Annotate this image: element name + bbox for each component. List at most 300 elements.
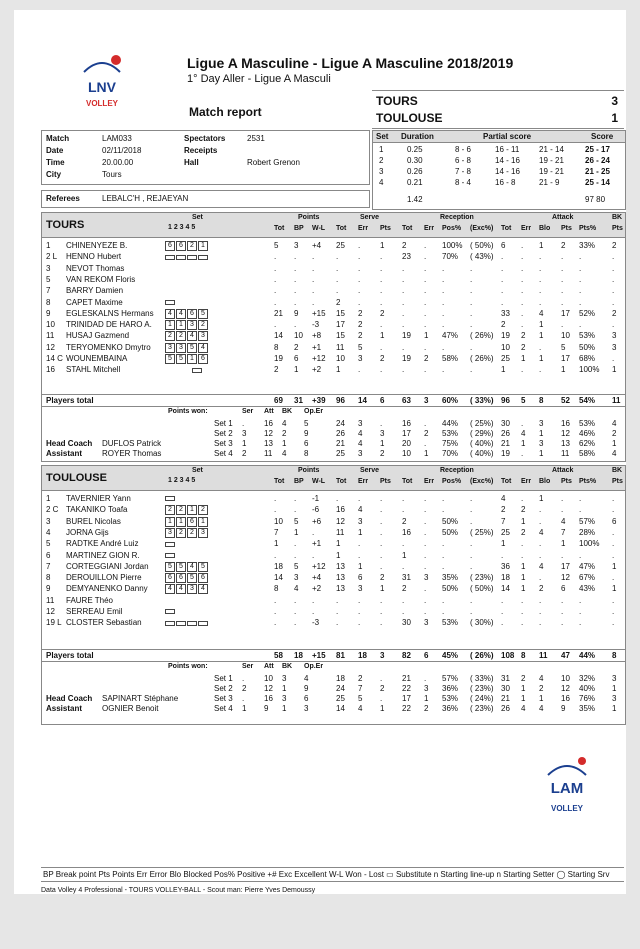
player-aerr: . <box>521 297 524 307</box>
player-appct: . <box>579 320 582 330</box>
player-bk: . <box>612 527 615 537</box>
player-set-lineup <box>165 584 209 594</box>
col-reception: Reception <box>440 467 474 474</box>
set-rotation: 2 <box>198 505 208 515</box>
won-ser: 2 <box>242 684 247 693</box>
player-ptot: . <box>274 607 277 616</box>
player-set-lineup <box>165 252 209 261</box>
set-partial-16: 14 - 16 <box>495 167 520 176</box>
col-sub-ablo: Blo <box>539 225 551 232</box>
set-partial-16: 16 - 11 <box>495 145 520 154</box>
player-wl: . <box>312 527 315 537</box>
player-spts: . <box>380 516 383 526</box>
won-ablo: 2 <box>539 684 544 693</box>
set-rotation: 4 <box>198 343 208 353</box>
player-appct: 43% <box>579 584 596 594</box>
player-atot: 1 <box>501 365 506 375</box>
player-rexc: . <box>470 539 473 549</box>
player-serr: 4 <box>358 505 363 515</box>
player-rtot: . <box>402 365 405 375</box>
set-rotation: 2 <box>187 241 197 251</box>
player-wl: +4 <box>312 241 322 250</box>
col-sub-bp: BP <box>294 478 304 485</box>
col-sub-rpos: Pos% <box>442 225 462 232</box>
total-stot: 96 <box>336 396 345 405</box>
player-aerr: . <box>521 241 524 250</box>
set-duration: 0.21 <box>407 178 423 187</box>
player-spts: . <box>380 505 383 515</box>
won-set-label: Set 3 <box>214 439 233 448</box>
player-stot: 25 <box>336 241 345 250</box>
won-stot: 21 <box>336 439 345 448</box>
player-rexc: . <box>470 516 473 526</box>
player-rtot: 19 <box>402 354 411 363</box>
player-rtot: 2 <box>402 516 407 526</box>
player-wl: +1 <box>312 342 322 352</box>
col-bk: BK <box>612 214 623 221</box>
team-name: TOULOUSE <box>46 472 107 484</box>
col-sub-wl: W-L <box>312 225 326 232</box>
player-bk: . <box>612 354 615 363</box>
match-label: Match <box>46 134 70 143</box>
total-atot: 96 <box>501 396 510 405</box>
player-apts: 1 <box>561 365 566 375</box>
set-rotation: 6 <box>165 241 175 251</box>
won-header: Ser <box>242 663 254 670</box>
won-bk: 4 <box>282 449 287 458</box>
player-rexc: ( 25%) <box>470 527 494 537</box>
player-bk: 1 <box>612 561 617 571</box>
col-sub-aerr: Err <box>521 478 532 485</box>
player-appct: 68% <box>579 354 596 363</box>
col-points: Points <box>298 214 320 221</box>
player-rerr: . <box>424 297 427 307</box>
player-rexc: ( 26%) <box>470 331 494 341</box>
player-rexc: ( 50%) <box>470 241 494 250</box>
won-serr: 2 <box>358 674 363 683</box>
won-header: BK <box>282 408 293 415</box>
won-rexc: ( 33%) <box>470 674 494 683</box>
player-ptot: 18 <box>274 561 283 571</box>
player-bp: . <box>294 274 297 284</box>
player-ablo: . <box>539 539 542 549</box>
won-apts: 9 <box>561 704 566 713</box>
player-number: 11 <box>46 331 55 341</box>
set-rotation: 1 <box>198 517 208 527</box>
player-spts: . <box>380 274 383 284</box>
set-rotation: 6 <box>165 573 175 583</box>
player-apts: 17 <box>561 354 570 363</box>
won-op: 9 <box>304 429 309 438</box>
col-sub-serr: Err <box>358 478 369 485</box>
player-atot: 1 <box>501 539 506 549</box>
player-name: TRINIDAD DE HARO A. <box>66 320 152 330</box>
won-atot: 30 <box>501 684 510 693</box>
player-name: CAPET Maxime <box>66 297 123 307</box>
col-sub-bk: Pts <box>612 225 623 232</box>
won-rerr: . <box>424 674 427 683</box>
player-ptot: 14 <box>274 331 283 341</box>
player-bk: . <box>612 607 615 616</box>
player-atot: 25 <box>501 354 510 363</box>
won-att: 9 <box>264 704 269 713</box>
player-atot: 19 <box>501 331 510 341</box>
total-rtot: 63 <box>402 396 411 405</box>
player-wl: +2 <box>312 584 322 594</box>
player-bp: 9 <box>294 308 299 318</box>
won-atot: 26 <box>501 704 510 713</box>
player-rerr: . <box>424 595 427 605</box>
totals-divider <box>42 394 625 395</box>
col-sub-stot: Tot <box>336 225 347 232</box>
player-apts: 17 <box>561 308 570 318</box>
player-rerr: . <box>424 494 427 503</box>
home-team-name: TOURS <box>376 94 418 108</box>
player-appct: . <box>579 252 582 262</box>
won-ablo: 1 <box>539 449 544 458</box>
player-bp: 3 <box>294 573 299 583</box>
total-aerr: 8 <box>521 651 526 660</box>
player-serr: . <box>358 595 361 605</box>
player-name: TAKANIKO Toafa <box>66 505 128 515</box>
player-ablo: . <box>539 274 542 284</box>
total-aerr: 5 <box>521 396 526 405</box>
player-rpos: 50% <box>442 516 459 526</box>
total-bk: 11 <box>612 396 621 405</box>
player-apts: . <box>561 297 564 307</box>
won-spts: . <box>380 674 383 683</box>
set-duration: 0.26 <box>407 167 423 176</box>
won-atot: 31 <box>501 674 510 683</box>
player-ablo: 1 <box>539 241 544 250</box>
player-wl: +8 <box>312 331 322 341</box>
player-name: EGLESKALNS Hermans <box>66 308 154 318</box>
player-name: WOUNEMBAINA <box>66 354 128 363</box>
won-ser: 1 <box>242 439 247 448</box>
player-apts: 5 <box>561 342 566 352</box>
player-appct: . <box>579 286 582 296</box>
set-duration: 0.30 <box>407 156 423 165</box>
player-bp: 10 <box>294 331 303 341</box>
won-rerr: 3 <box>424 684 429 693</box>
player-stot: . <box>336 618 339 628</box>
won-rtot: 17 <box>402 694 411 703</box>
set-rotation: 3 <box>176 343 186 353</box>
won-spts: 1 <box>380 439 385 448</box>
player-rexc: ( 30%) <box>470 618 494 628</box>
player-ptot: . <box>274 320 277 330</box>
substitute-marker <box>165 609 175 614</box>
player-stot: . <box>336 252 339 262</box>
player-rpos: 53% <box>442 618 459 628</box>
won-bk: 1 <box>282 439 287 448</box>
col-set: Set <box>192 214 203 221</box>
won-set-label: Set 1 <box>214 674 233 683</box>
player-number: 1 <box>46 494 51 503</box>
player-stot: 1 <box>336 539 341 549</box>
player-serr: 2 <box>358 331 363 341</box>
col-serve: Serve <box>360 214 380 221</box>
total-rpos: 45% <box>442 651 459 660</box>
player-atot: 2 <box>501 320 506 330</box>
lnv-logo <box>78 50 126 110</box>
col-sub-rerr: Err <box>424 225 435 232</box>
won-serr: 7 <box>358 684 363 693</box>
set-partial-21: 21 - 14 <box>539 145 564 154</box>
player-atot: 4 <box>501 494 506 503</box>
won-att: 16 <box>264 419 273 428</box>
won-aerr: 2 <box>521 674 526 683</box>
player-rerr: . <box>424 286 427 296</box>
set-rotation: 2 <box>187 528 197 538</box>
player-rexc: ( 23%) <box>470 573 494 583</box>
player-appct: 52% <box>579 308 596 318</box>
player-serr: 1 <box>358 527 363 537</box>
player-set-lineup <box>165 528 209 538</box>
substitute-marker <box>165 621 175 626</box>
col-sub-bp: BP <box>294 225 304 232</box>
player-bp: . <box>294 505 297 515</box>
won-header: Att <box>264 408 274 415</box>
player-name: SERREAU Emil <box>66 607 123 616</box>
referees-names: LEBALC'H , REJAEYAN <box>102 194 189 203</box>
player-rtot: 2 <box>402 584 407 594</box>
player-name: RADTKE André Luiz <box>66 539 139 549</box>
won-stot: 18 <box>336 674 345 683</box>
set-rotation: 6 <box>176 241 186 251</box>
total-apts: 52 <box>561 396 570 405</box>
won-bk-total: 3 <box>612 674 617 683</box>
home-sets-won: 3 <box>611 94 618 108</box>
won-aerr: 4 <box>521 704 526 713</box>
won-rpos: 36% <box>442 704 459 713</box>
player-wl: +12 <box>312 354 326 363</box>
player-rtot: 31 <box>402 573 411 583</box>
player-serr: . <box>358 494 361 503</box>
player-serr: 5 <box>358 342 363 352</box>
player-bk: . <box>612 320 615 330</box>
assistant-label: Assistant <box>46 704 83 713</box>
player-atot: . <box>501 252 504 262</box>
won-ser: . <box>242 694 245 703</box>
player-ablo: 1 <box>539 354 544 363</box>
player-stot: . <box>336 263 339 273</box>
player-appct: . <box>579 607 582 616</box>
player-bk: 1 <box>612 365 617 375</box>
won-rerr: 2 <box>424 429 429 438</box>
won-stot: 25 <box>336 449 345 458</box>
player-bp: 3 <box>294 241 299 250</box>
substitute-marker <box>187 621 197 626</box>
won-rerr: 1 <box>424 694 429 703</box>
time-label: Time <box>46 158 65 167</box>
player-wl: +12 <box>312 561 326 571</box>
player-bk: . <box>612 595 615 605</box>
won-bk-total: 4 <box>612 419 617 428</box>
player-spts: . <box>380 561 383 571</box>
player-stot: 1 <box>336 365 341 375</box>
final-score <box>372 90 624 129</box>
player-rerr: . <box>424 527 427 537</box>
spectators-count: 2531 <box>247 134 265 143</box>
total-duration: 1.42 <box>407 195 423 204</box>
player-wl: +4 <box>312 573 322 583</box>
player-rexc: . <box>470 297 473 307</box>
player-apts: . <box>561 320 564 330</box>
player-ptot: . <box>274 505 277 515</box>
set-rotation: 6 <box>198 354 208 364</box>
player-appct: 57% <box>579 516 596 526</box>
won-rexc: ( 40%) <box>470 449 494 458</box>
team-name: TOURS <box>46 219 85 231</box>
won-serr: 4 <box>358 704 363 713</box>
player-stot: 13 <box>336 561 345 571</box>
col-sub-rpos: Pos% <box>442 478 462 485</box>
player-wl: +1 <box>312 539 322 549</box>
player-bk: . <box>612 274 615 284</box>
player-aerr: . <box>521 252 524 262</box>
player-aerr: 1 <box>521 573 526 583</box>
player-set-lineup <box>165 343 209 353</box>
won-spts: 3 <box>380 429 385 438</box>
player-rpos: 58% <box>442 354 459 363</box>
player-rexc: . <box>470 274 473 284</box>
player-rexc: . <box>470 494 473 503</box>
player-rexc: . <box>470 342 473 352</box>
won-op: 6 <box>304 694 309 703</box>
won-op: 9 <box>304 684 309 693</box>
set-rotation: 5 <box>198 562 208 572</box>
won-header: Ser <box>242 408 254 415</box>
player-apts: 6 <box>561 584 566 594</box>
set-rotation: 1 <box>165 517 175 527</box>
set-partial-21: 19 - 21 <box>539 156 564 165</box>
spectators-label: Spectators <box>184 134 226 143</box>
player-number: 1 <box>46 241 51 250</box>
won-set-label: Set 4 <box>214 449 233 458</box>
player-set-lineup <box>165 241 209 251</box>
player-atot: . <box>501 595 504 605</box>
player-name: HUSAJ Gazmend <box>66 331 130 341</box>
player-bk: . <box>612 252 615 262</box>
player-ablo: . <box>539 286 542 296</box>
col-set: Set <box>192 467 203 474</box>
player-appct: . <box>579 618 582 628</box>
won-set-label: Set 4 <box>214 704 233 713</box>
col-sub-stot: Tot <box>336 478 347 485</box>
player-bp: . <box>294 607 297 616</box>
set-score: 25 - 17 <box>585 145 610 154</box>
player-bp: . <box>294 618 297 628</box>
player-atot: 25 <box>501 527 510 537</box>
player-spts: 2 <box>380 308 385 318</box>
coach-label: Head Coach <box>46 694 93 703</box>
player-ablo: . <box>539 252 542 262</box>
player-bp: 5 <box>294 561 299 571</box>
col-sub-bk: Pts <box>612 478 623 485</box>
won-aerr: . <box>521 419 524 428</box>
set-rotation: 1 <box>176 320 186 330</box>
won-att: 13 <box>264 439 273 448</box>
total-appct: 54% <box>579 396 596 405</box>
player-stot: 16 <box>336 505 345 515</box>
player-number: 12 <box>46 607 55 616</box>
player-wl: . <box>312 286 315 296</box>
player-bp: . <box>294 539 297 549</box>
player-wl: . <box>312 252 315 262</box>
player-name: TERYOMENKO Dmytro <box>66 342 151 352</box>
player-number: 11 <box>46 595 55 605</box>
player-number: 8 <box>46 573 51 583</box>
player-apts: . <box>561 595 564 605</box>
won-appct: 62% <box>579 439 596 448</box>
player-rexc: ( 26%) <box>470 354 494 363</box>
coach-label: Head Coach <box>46 439 93 448</box>
player-number: 9 <box>46 308 51 318</box>
player-set-lineup <box>165 320 209 330</box>
player-number: 3 <box>46 263 51 273</box>
set-number: 4 <box>379 178 384 187</box>
player-ablo: . <box>539 342 542 352</box>
player-ablo: 4 <box>539 308 544 318</box>
player-rexc: . <box>470 505 473 515</box>
report-subtitle: 1° Day Aller - Ligue A Masculi <box>187 73 331 85</box>
won-serr: 3 <box>358 449 363 458</box>
player-stot: 15 <box>336 331 345 341</box>
won-op: 6 <box>304 439 309 448</box>
player-name: TAVERNIER Yann <box>66 494 131 503</box>
assistant-name: ROYER Thomas <box>102 449 162 458</box>
won-appct: 53% <box>579 419 596 428</box>
player-ptot: . <box>274 274 277 284</box>
player-rtot: . <box>402 297 405 307</box>
set-partial-8: 7 - 8 <box>455 167 472 176</box>
col-sub-atot: Tot <box>501 225 512 232</box>
won-rpos: 70% <box>442 449 459 458</box>
set-rotation: 4 <box>198 584 208 594</box>
player-rpos: 50% <box>442 527 459 537</box>
set-rotation: 5 <box>176 354 186 364</box>
player-rexc: . <box>470 561 473 571</box>
col-bk: BK <box>612 467 623 474</box>
player-rtot: . <box>402 274 405 284</box>
won-ablo: 3 <box>539 419 544 428</box>
player-spts: 1 <box>380 331 385 341</box>
player-bp: . <box>294 263 297 273</box>
player-apts: 12 <box>561 573 570 583</box>
player-bk: 6 <box>612 516 617 526</box>
won-rtot: 21 <box>402 674 411 683</box>
col-serve: Serve <box>360 467 380 474</box>
player-atot: 14 <box>501 584 510 594</box>
player-rtot: . <box>402 494 405 503</box>
report-title: Ligue A Masculine - Ligue A Masculine 2018/2019 <box>187 55 514 71</box>
lnv-logo-text: LNV <box>88 79 116 95</box>
set-rotation: 5 <box>176 562 186 572</box>
set-rotation: 4 <box>176 584 186 594</box>
col-sub-rtot: Tot <box>402 225 413 232</box>
player-apts: 1 <box>561 539 566 549</box>
player-atot: 2 <box>501 505 506 515</box>
won-stot: 24 <box>336 419 345 428</box>
player-rerr: . <box>424 584 427 594</box>
player-rtot: . <box>402 286 405 296</box>
won-stot: 26 <box>336 429 345 438</box>
won-rerr: 1 <box>424 449 429 458</box>
won-bk: 3 <box>282 694 287 703</box>
player-name: DEMYANENKO Danny <box>66 584 148 594</box>
won-rpos: 75% <box>442 439 459 448</box>
